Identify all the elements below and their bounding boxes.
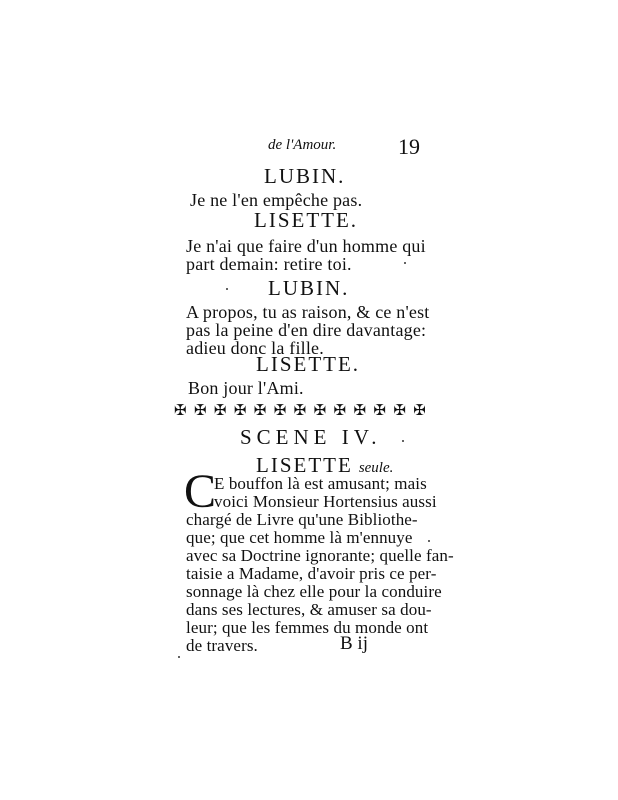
monologue-line: sonnage là chez elle pour la conduire bbox=[186, 582, 442, 601]
dialogue-line: A propos, tu as raison, & ce n'est bbox=[186, 302, 430, 322]
monologue-line: avec sa Doctrine ignorante; quelle fan- bbox=[186, 546, 454, 565]
monologue-line: E bouffon là est amusant; mais bbox=[214, 474, 427, 493]
ornament-glyph: ✠ bbox=[393, 403, 406, 419]
page-number: 19 bbox=[398, 134, 420, 159]
ornament-glyph: ✠ bbox=[233, 403, 247, 419]
scan-speck bbox=[178, 656, 180, 658]
monologue-line: dans ses lectures, & amuser sa dou- bbox=[186, 600, 432, 619]
ornament-glyph: ✠ bbox=[253, 403, 267, 419]
ornament-glyph: ✠ bbox=[373, 403, 386, 419]
dialogue-line: adieu donc la fille. bbox=[186, 338, 324, 358]
monologue-line: voici Monsieur Hortensius aussi bbox=[214, 492, 437, 511]
ornament-glyph: ✠ bbox=[353, 403, 367, 419]
ornament-row bbox=[174, 402, 426, 420]
monologue-line: taisie a Madame, d'avoir pris ce per- bbox=[186, 564, 437, 583]
ornament-glyph: ✠ bbox=[313, 403, 327, 419]
dialogue-line: Bon jour l'Ami. bbox=[188, 378, 304, 398]
scene-heading: SCENE IV. bbox=[240, 425, 382, 449]
dialogue-line: pas la peine d'en dire davantage: bbox=[186, 320, 427, 340]
ornament-glyph: ✠ bbox=[413, 403, 426, 419]
scan-speck bbox=[428, 540, 430, 542]
ornament-glyph: ✠ bbox=[174, 403, 187, 419]
speaker-name: LUBIN. bbox=[264, 164, 346, 188]
ornament-glyph: ✠ bbox=[333, 403, 347, 419]
scan-speck bbox=[402, 440, 404, 442]
dialogue-line: Je n'ai que faire d'un homme qui bbox=[186, 236, 426, 256]
speaker-name: LISETTE. bbox=[256, 352, 361, 376]
scan-speck bbox=[226, 288, 228, 290]
ornament-glyph: ✠ bbox=[293, 403, 307, 419]
ornament-glyph: ✠ bbox=[193, 403, 207, 419]
speaker-name: LUBIN. bbox=[268, 276, 350, 300]
scene-speaker-name: LISETTE bbox=[256, 453, 353, 477]
scan-speck bbox=[404, 262, 406, 264]
ornament-glyph: ✠ bbox=[213, 403, 227, 419]
monologue-line: que; que cet homme là m'ennuye bbox=[186, 528, 413, 547]
stage-direction: seule. bbox=[358, 460, 394, 476]
speaker-name: LISETTE. bbox=[254, 208, 359, 232]
dialogue-line: Je ne l'en empêche pas. bbox=[190, 190, 363, 210]
monologue-line: chargé de Livre qu'une Bibliothe- bbox=[186, 510, 418, 529]
monologue-line: de travers. bbox=[186, 636, 258, 655]
drop-cap: C bbox=[184, 465, 217, 518]
dialogue-line: part demain: retire toi. bbox=[186, 254, 352, 274]
signature-mark: B ij bbox=[340, 633, 368, 654]
running-title: de l'Amour. bbox=[268, 137, 337, 153]
ornament-glyph: ✠ bbox=[273, 403, 287, 419]
monologue-line: leur; que les femmes du monde ont bbox=[186, 618, 429, 637]
